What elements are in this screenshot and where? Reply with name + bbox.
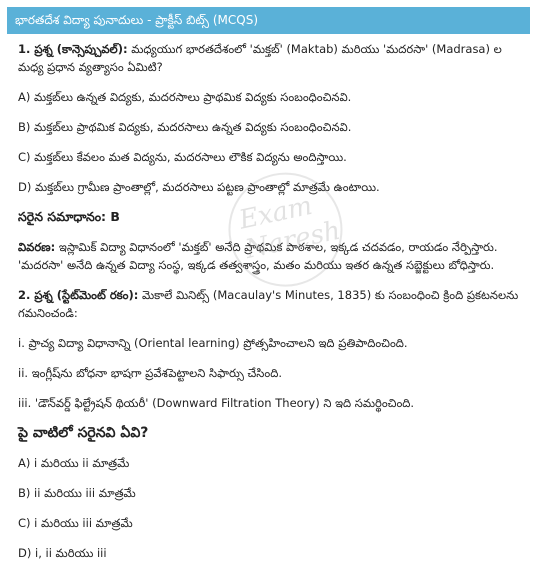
question-1-label: 1. ప్రశ్న (కాన్సెప్చువల్): [18,42,128,56]
question-1-option-d: D) మక్తబ్‌లు గ్రామీణ ప్రాంతాల్లో, మదరసాలు పట్టణ ప్రాంతాల్లో మాత్రమే ఉంటాయి. [18,180,380,194]
question-1-option-b: B) మక్తబ్‌లు ప్రాథమిక విద్యకు, మదరసాలు ఉన్నత విద్యకు సంబంధించినవి. [18,120,352,134]
watermark-text: Exam Naresh [236,190,344,265]
question-2-option-c: C) i మరియు iii మాత్రమే [18,516,133,530]
question-1-option-a: A) మక్తబ్‌లు ఉన్నత విద్యకు, మదరసాలు ప్రాథమిక విద్యకు సంబంధించినవి. [18,90,352,104]
explanation-label: వివరణ: [18,240,56,254]
question-2-label: 2. ప్రశ్న (స్టేట్‌మెంట్ రకం): [18,288,139,302]
question-1 [18,40,528,76]
question-1-explanation [18,238,528,274]
explanation-text: ఇస్లామిక్ విద్యా విధానంలో 'మక్తబ్' అనేది ప్రాథమిక పాఠశాల, ఇక్కడ చదవడం, రాయడం నేర్పిస్తారు. 'మదరసా' అనేది ఉన్నత విద్యా సంస్థ, ఇక్కడ తత్వశాస్త్రం, మతం మరియు ఇతర ఉన్నత సబ్జెక్టులు బోధిస్తారు. [18,240,498,272]
statement-i: i. ప్రాచ్య విద్యా విధానాన్ని (Oriental learning) ప్రోత్సహించాలని ఇది ప్రతిపాదించింది. [18,336,408,350]
content-area [18,40,528,574]
question-2-text: మెకాలే మినిట్స్ (Macaulay's Minutes, 1835) కు సంబంధించి క్రింది ప్రకటనలను గమనించండి: [18,288,519,320]
statement-iii: iii. 'డౌన్‌వర్డ్ ఫిల్ట్రేషన్ థియరీ' (Downward Filtration Theory) ని ఇది సమర్థించింది. [18,396,415,410]
question-2-option-a: A) i మరియు ii మాత్రమే [18,456,130,470]
page-header-title: భారతదేశ విద్యా పునాదులు - ప్రాక్టీస్ బిట్స్ (MCQS) [15,13,259,27]
question-2 [18,286,528,322]
question-2-option-b: B) ii మరియు iii మాత్రమే [18,486,136,500]
question-1-option-c: C) మక్తబ్‌లు కేవలం మత విద్యను, మదరసాలు లౌకిక విద్యను అందిస్తాయి. [18,150,347,164]
question-2-option-d: D) i, ii మరియు iii [18,546,107,560]
statement-ii: ii. ఇంగ్లీష్‌ను బోధనా భాషగా ప్రవేశపెట్టాలని సిఫార్సు చేసింది. [18,366,282,380]
question-1-answer: సరైన సమాధానం: B [18,209,120,224]
page-header [7,7,530,34]
question-2-prompt: పై వాటిలో సరైనవి ఏవి? [18,425,149,441]
question-1-text: మధ్యయుగ భారతదేశంలో 'మక్తబ్' (Maktab) మరియు 'మదరసా' (Madrasa) ల మధ్య ప్రధాన వ్యత్యాసం ఏమిటి? [18,42,502,74]
